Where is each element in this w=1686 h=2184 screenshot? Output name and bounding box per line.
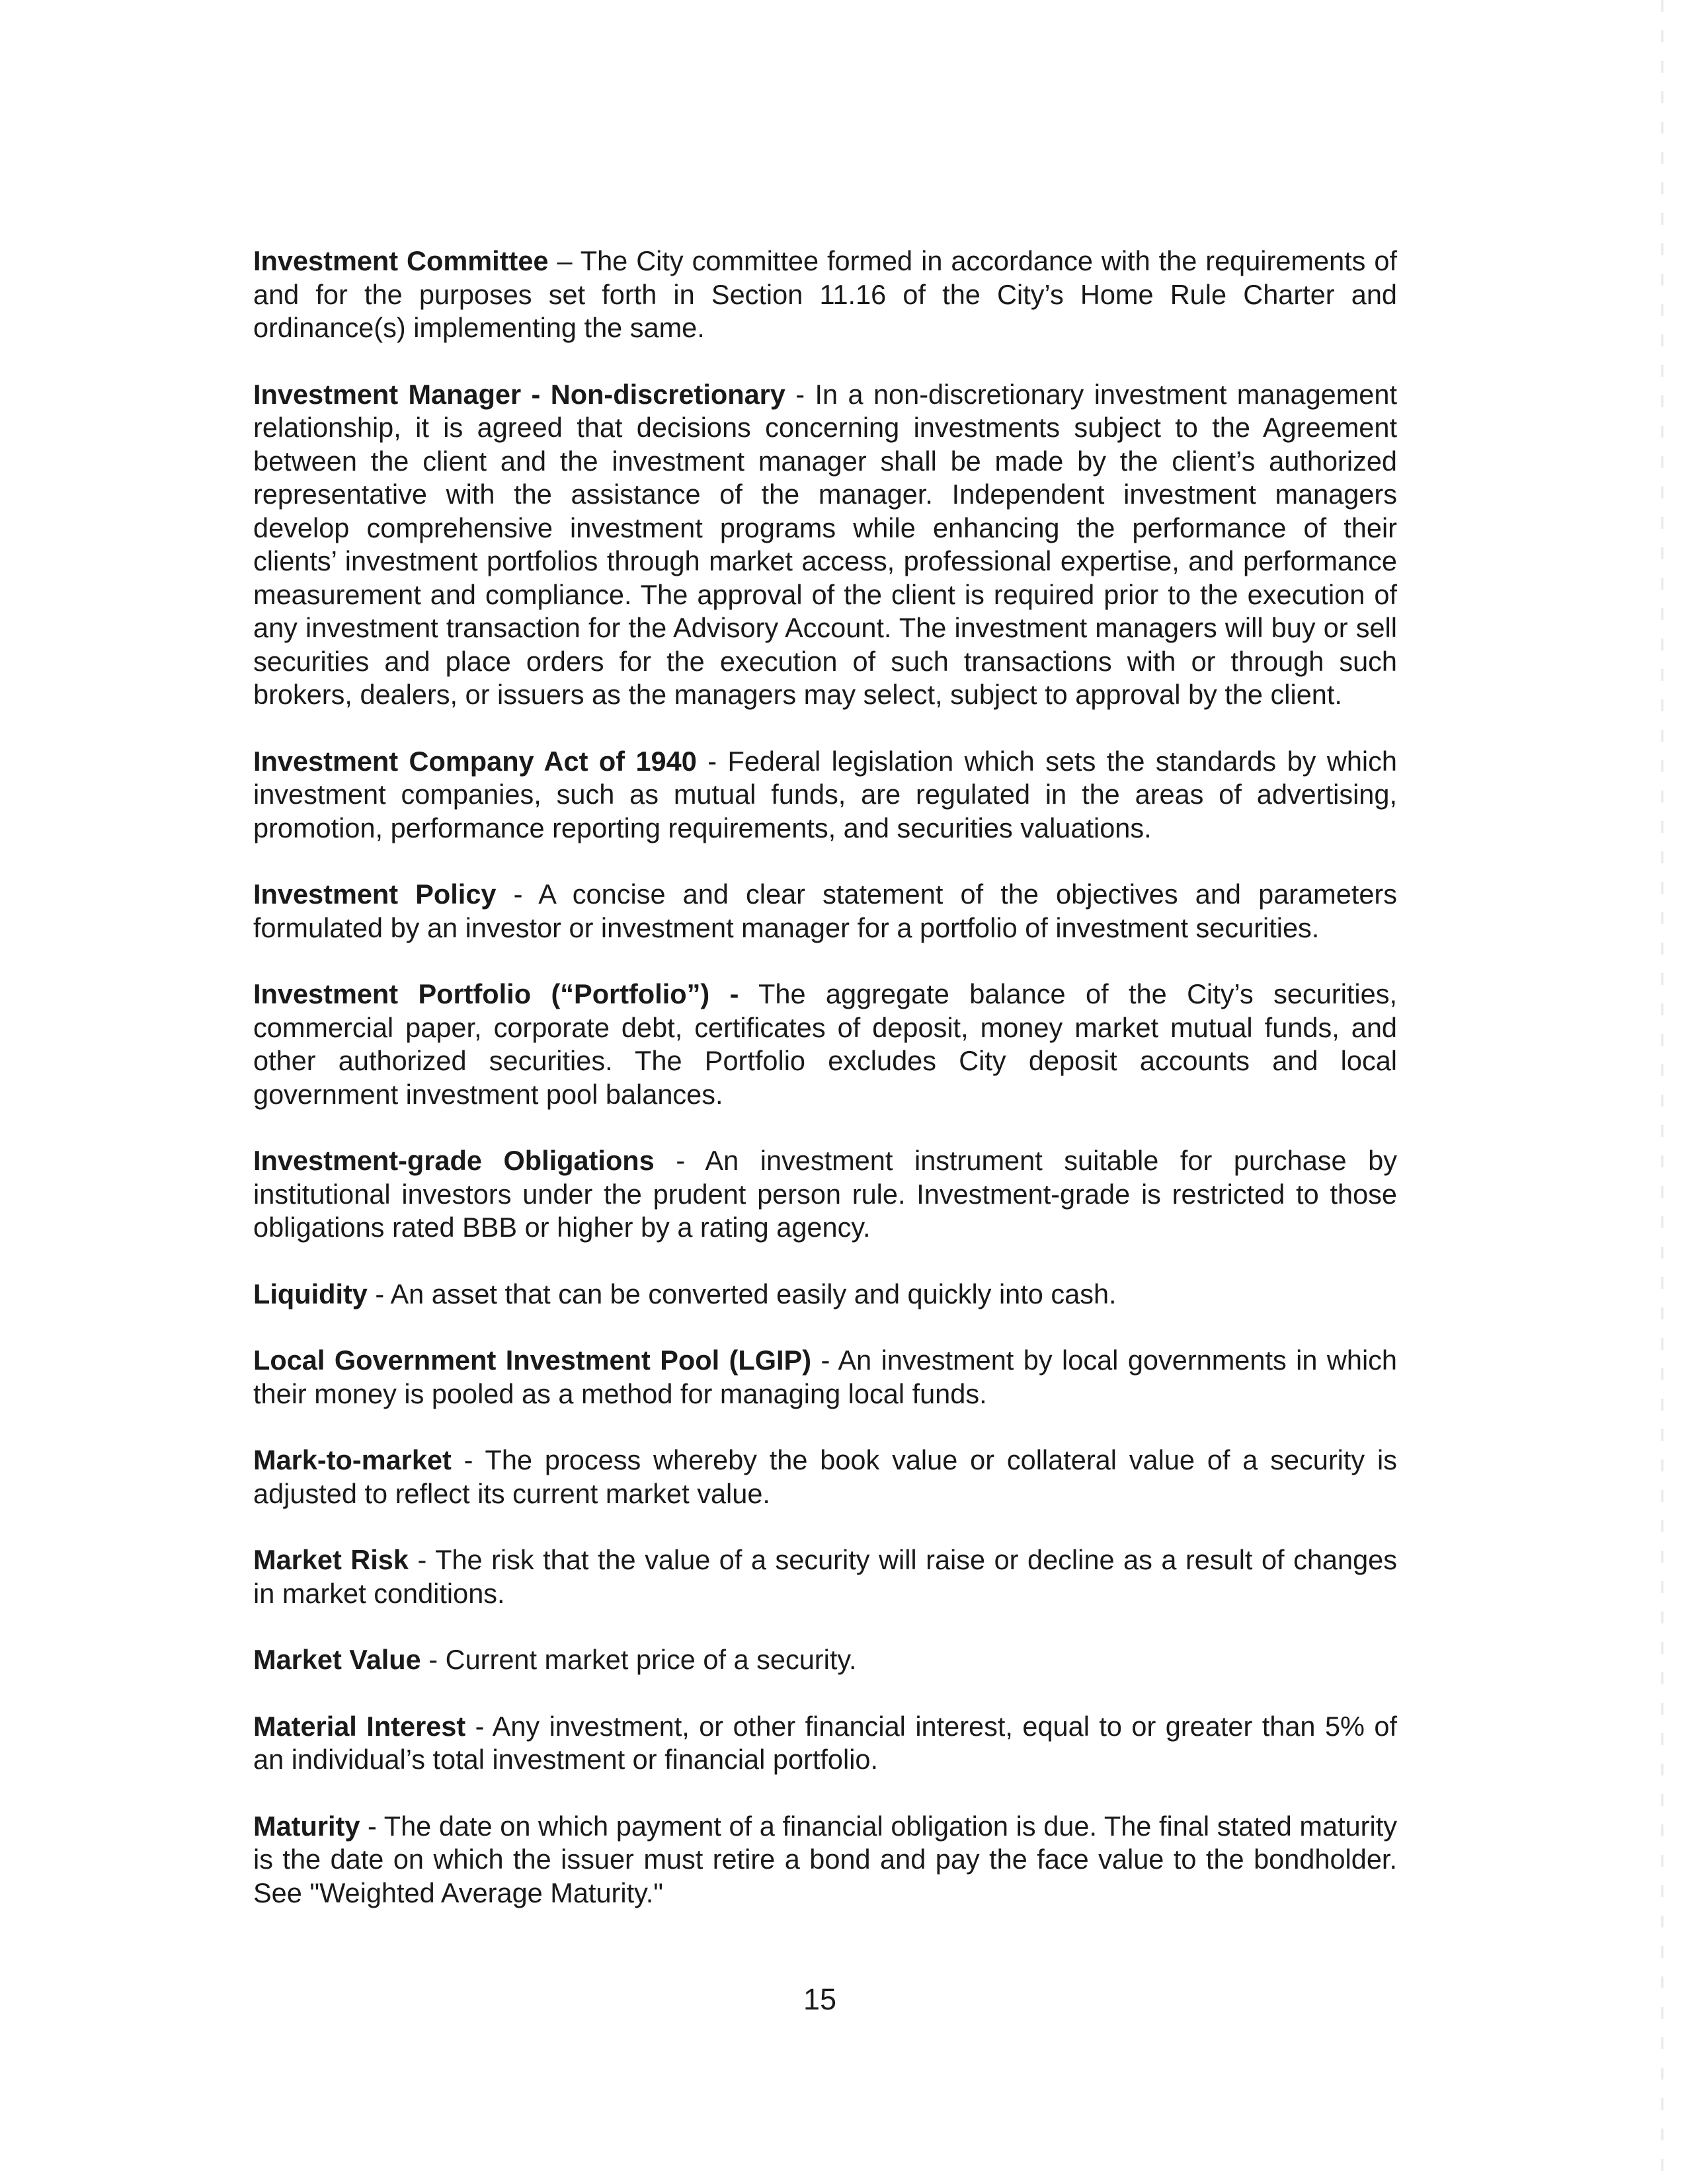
glossary-entry-mark-to-market: [253, 1444, 1397, 1510]
glossary-term: Material Interest: [253, 1710, 466, 1742]
glossary-definition: - The date on which payment of a financial obligation is due. The final stated maturity is the date on which the issuer must retire a bond and pay the face value to the bondholder. See "Weighted Average Maturity.": [253, 1810, 1397, 1908]
glossary-definition: – The City committee formed in accordance with the requirements of and for the purposes set forth in Section 11.16 of the City’s Home Rule Charter and ordinance(s) implementing the same.: [253, 245, 1397, 343]
glossary-definition: - Any investment, or other financial interest, equal to or greater than 5% of an individual’s total investment or financial portfolio.: [253, 1710, 1397, 1775]
glossary-content: [253, 245, 1397, 1943]
glossary-entry-market-value: [253, 1643, 1397, 1677]
glossary-term: Local Government Investment Pool (LGIP): [253, 1345, 812, 1376]
glossary-entry-investment-policy: [253, 878, 1397, 945]
glossary-definition: - An investment by local governments in which their money is pooled as a method for managing local funds.: [253, 1345, 1397, 1409]
glossary-term: Investment Manager - Non-discretionary: [253, 378, 785, 410]
glossary-definition: - The process whereby the book value or collateral value of a security is adjusted to reflect its current market value.: [253, 1444, 1397, 1509]
glossary-term: Investment Committee: [253, 245, 549, 276]
glossary-definition: - Federal legislation which sets the standards by which investment companies, such as mutual funds, are regulated in the areas of advertising, promotion, performance reporting requirements, and securities valuations.: [253, 745, 1397, 843]
glossary-entry-investment-portfolio: [253, 978, 1397, 1111]
glossary-definition: - The risk that the value of a security will raise or decline as a result of changes in market conditions.: [253, 1544, 1397, 1609]
glossary-term: Maturity: [253, 1810, 360, 1842]
scan-edge-artifact: [1661, 0, 1664, 2184]
glossary-entry-liquidity: [253, 1278, 1397, 1311]
glossary-entry-investment-manager: [253, 378, 1397, 712]
glossary-entry-material-interest: [253, 1710, 1397, 1777]
glossary-definition: - A concise and clear statement of the objectives and parameters formulated by an investor or investment manager for a portfolio of investment securities.: [253, 878, 1398, 943]
glossary-definition: - In a non-discretionary investment management relationship, it is agreed that decisions concerning investments subject to the Agreement between the client and the investment manager shall be made by the client’s authorized representative with the assistance of the manager. Independent investment managers develop comprehensive investment programs while enhancing the performance of their clients’ investment portfolios through market access, professional expertise, and performance measurement and compliance. The approval of the client is required prior to the execution of any investment transaction for the Advisory Account. The investment managers will buy or sell securities and place orders for the execution of such transactions with or through such brokers, dealers, or issuers as the managers may select, subject to approval by the client.: [253, 378, 1397, 710]
glossary-term: Investment Portfolio (“Portfolio”) -: [253, 978, 739, 1009]
glossary-entry-investment-grade: [253, 1144, 1397, 1245]
glossary-definition: - Current market price of a security.: [421, 1644, 857, 1675]
glossary-entry-market-risk: [253, 1543, 1397, 1610]
glossary-entry-investment-committee: [253, 245, 1397, 345]
glossary-term: Liquidity: [253, 1278, 368, 1309]
glossary-definition: - An asset that can be converted easily and quickly into cash.: [367, 1278, 1117, 1309]
glossary-term: Investment-grade Obligations: [253, 1145, 655, 1176]
glossary-term: Market Value: [253, 1644, 421, 1675]
glossary-term: Investment Policy: [253, 878, 497, 910]
glossary-entry-investment-company-act: [253, 745, 1397, 845]
glossary-term: Market Risk: [253, 1544, 409, 1575]
glossary-entry-lgip: [253, 1344, 1397, 1411]
page-number: 15: [803, 1982, 837, 2016]
glossary-definition: - An investment instrument suitable for purchase by institutional investors under the prudent person rule. Investment-grade is restricted to those obligations rated BBB or higher by a rating agency.: [253, 1145, 1398, 1243]
glossary-term: Investment Company Act of 1940: [253, 745, 697, 777]
glossary-term: Mark-to-market: [253, 1444, 452, 1475]
glossary-definition: The aggregate balance of the City’s securities, commercial paper, corporate debt, certificates of deposit, money market mutual funds, and other authorized securities. The Portfolio excludes City deposit accounts and local government investment pool balances.: [253, 978, 1397, 1110]
glossary-entry-maturity: [253, 1810, 1397, 1910]
